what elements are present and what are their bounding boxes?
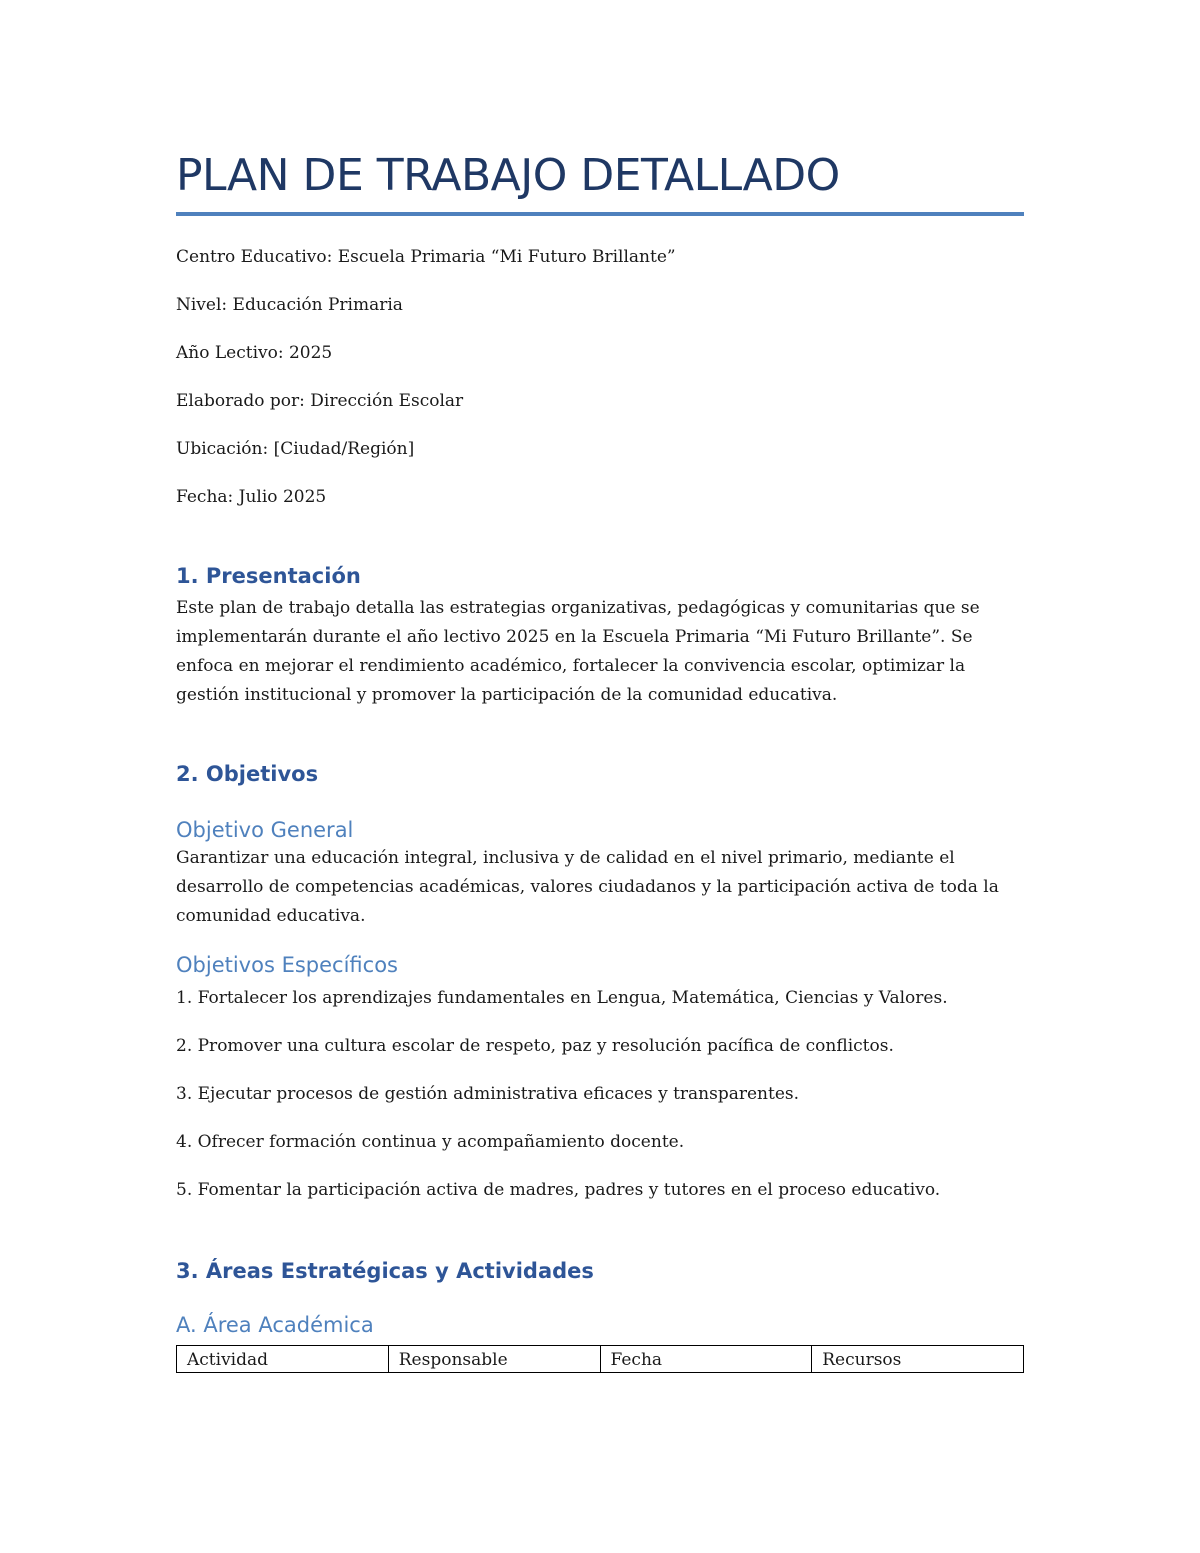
objetivo-general-text: Garantizar una educación integral, inclusiva y de calidad en el nivel primario, mediante el desarrollo de competencias académicas, valores ciudadanos y la participación activa de toda la comunidad educativa. xyxy=(176,848,999,926)
heading-objetivo-general: Objetivo General xyxy=(176,818,354,842)
area-academica-table xyxy=(176,1345,1024,1373)
document-content xyxy=(176,148,1024,1373)
heading-objetivos: 2. Objetivos xyxy=(176,762,319,786)
heading-objetivos-especificos: Objetivos Específicos xyxy=(176,953,398,977)
meta-nivel: Nivel: Educación Primaria xyxy=(176,295,403,315)
heading-area-academica: A. Área Académica xyxy=(176,1313,374,1337)
list-item: 1. Fortalecer los aprendizajes fundamentales en Lengua, Matemática, Ciencias y Valores. xyxy=(176,988,948,1008)
document-title: PLAN DE TRABAJO DETALLADO xyxy=(176,150,840,201)
list-item: 4. Ofrecer formación continua y acompañamiento docente. xyxy=(176,1132,685,1152)
list-item: 2. Promover una cultura escolar de respeto, paz y resolución pacífica de conflictos. xyxy=(176,1036,894,1056)
heading-areas-estrategicas: 3. Áreas Estratégicas y Actividades xyxy=(176,1259,594,1283)
list-item: 3. Ejecutar procesos de gestión administrativa eficaces y transparentes. xyxy=(176,1084,800,1104)
objetivos-especificos-list xyxy=(176,987,1024,1201)
meta-centro-educativo: Centro Educativo: Escuela Primaria “Mi Futuro Brillante” xyxy=(176,247,676,267)
list-item: 5. Fomentar la participación activa de madres, padres y tutores en el proceso educativo. xyxy=(176,1180,941,1200)
meta-ubicacion: Ubicación: [Ciudad/Región] xyxy=(176,439,415,459)
document-metadata xyxy=(176,246,1024,508)
meta-ano-lectivo: Año Lectivo: 2025 xyxy=(176,343,333,363)
column-header-fecha: Fecha xyxy=(600,1346,812,1373)
table-header-row xyxy=(177,1346,1024,1373)
column-header-responsable: Responsable xyxy=(388,1346,600,1373)
presentacion-text: Este plan de trabajo detalla las estrategias organizativas, pedagógicas y comunitarias que se implementarán durante el año lectivo 2025 en la Escuela Primaria “Mi Futuro Brillante”. Se enfoca en mejorar el rendimiento académico, fortalecer la convivencia escolar, optimizar la gestión institucional y promover la participación de la comunidad educativa. xyxy=(176,598,980,705)
column-header-actividad: Actividad xyxy=(177,1346,389,1373)
title-underline xyxy=(176,212,1024,216)
meta-elaborado-por: Elaborado por: Dirección Escolar xyxy=(176,391,464,411)
column-header-recursos: Recursos xyxy=(812,1346,1024,1373)
meta-fecha: Fecha: Julio 2025 xyxy=(176,487,327,507)
heading-presentacion: 1. Presentación xyxy=(176,564,361,588)
